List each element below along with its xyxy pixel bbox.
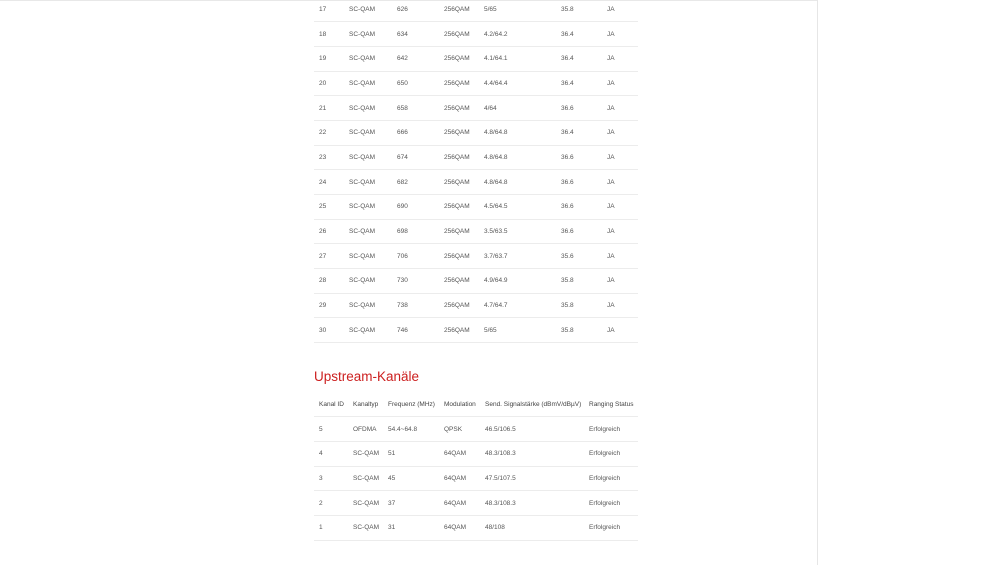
table-row: [314, 417, 638, 442]
cell-locked: JA: [607, 203, 615, 211]
cell-frequenz: 634: [397, 30, 408, 38]
cell-modulation: 256QAM: [444, 5, 470, 13]
upstream-section-heading: Upstream-Kanäle: [314, 369, 420, 384]
cell-signalstaerke: 47.5/107.5: [485, 474, 516, 482]
cell-kanal-id: 17: [319, 5, 327, 13]
cell-frequenz: 51: [388, 450, 396, 458]
cell-kanal-id: 3: [319, 474, 323, 482]
cell-kanaltyp: SC-QAM: [349, 326, 375, 334]
cell-snr: 36.6: [561, 104, 574, 112]
cell-signalstaerke: 48.3/108.3: [485, 450, 516, 458]
cell-modulation: 256QAM: [444, 228, 470, 236]
cell-snr: 35.8: [561, 326, 574, 334]
column-header-frequenz: Frequenz (MHz): [388, 400, 435, 408]
cell-frequenz: 642: [397, 55, 408, 63]
cell-frequenz: 37: [388, 499, 396, 507]
downstream-table: [314, 0, 638, 343]
table-row: [314, 293, 638, 318]
cell-frequenz: 706: [397, 252, 408, 260]
cell-ranging-status: Erfolgreich: [589, 474, 621, 482]
cell-modulation: QPSK: [444, 425, 463, 433]
cell-power: 4.2/64.2: [484, 30, 508, 38]
table-row: [314, 244, 638, 269]
cell-modulation: 256QAM: [444, 153, 470, 161]
cell-kanaltyp: SC-QAM: [349, 55, 375, 63]
table-row: [314, 22, 638, 47]
table-row: [314, 441, 638, 466]
cell-power: 3.7/63.7: [484, 252, 508, 260]
cell-modulation: 64QAM: [444, 450, 467, 458]
cell-ranging-status: Erfolgreich: [589, 425, 621, 433]
cell-kanaltyp: SC-QAM: [349, 153, 375, 161]
table-row: [314, 515, 638, 540]
cell-ranging-status: Erfolgreich: [589, 499, 621, 507]
cell-modulation: 256QAM: [444, 30, 470, 38]
cell-kanaltyp: SC-QAM: [353, 474, 379, 482]
cell-frequenz: 730: [397, 277, 408, 285]
cell-kanal-id: 2: [319, 499, 323, 507]
table-row: [314, 71, 638, 96]
table-row: [314, 145, 638, 170]
table-row: [314, 318, 638, 343]
cell-locked: JA: [607, 5, 615, 13]
cell-modulation: 64QAM: [444, 499, 467, 507]
cell-snr: 35.8: [561, 302, 574, 310]
cell-kanal-id: 30: [319, 326, 327, 334]
cell-frequenz: 54.4~64.8: [388, 425, 418, 433]
cell-modulation: 256QAM: [444, 277, 470, 285]
cell-kanaltyp: SC-QAM: [349, 203, 375, 211]
cell-snr: 35.8: [561, 5, 574, 13]
cell-ranging-status: Erfolgreich: [589, 450, 621, 458]
cell-ranging-status: Erfolgreich: [589, 524, 621, 532]
upstream-header-row: [314, 392, 638, 417]
cell-kanaltyp: SC-QAM: [349, 5, 375, 13]
cell-modulation: 256QAM: [444, 129, 470, 137]
cell-frequenz: 738: [397, 302, 408, 310]
cell-kanal-id: 23: [319, 153, 327, 161]
cell-frequenz: 31: [388, 524, 396, 532]
cell-power: 4.4/64.4: [484, 79, 508, 87]
cell-signalstaerke: 48.3/108.3: [485, 499, 516, 507]
cell-snr: 36.6: [561, 178, 574, 186]
cell-snr: 36.4: [561, 79, 574, 87]
cell-frequenz: 658: [397, 104, 408, 112]
cell-locked: JA: [607, 55, 615, 63]
table-row: [314, 466, 638, 491]
cell-power: 4.7/64.7: [484, 302, 508, 310]
cell-locked: JA: [607, 228, 615, 236]
cell-kanaltyp: SC-QAM: [349, 228, 375, 236]
column-header-signalstaerke: Send. Signalstärke (dBmV/dBµV): [485, 400, 582, 408]
table-row: [314, 219, 638, 244]
table-row: [314, 96, 638, 121]
cell-locked: JA: [607, 79, 615, 87]
cell-locked: JA: [607, 30, 615, 38]
cell-kanaltyp: SC-QAM: [349, 178, 375, 186]
table-row: [314, 170, 638, 195]
cell-kanaltyp: SC-QAM: [349, 252, 375, 260]
cell-power: 4.5/64.5: [484, 203, 508, 211]
cell-power: 3.5/63.5: [484, 228, 508, 236]
cell-frequenz: 674: [397, 153, 408, 161]
cell-modulation: 256QAM: [444, 252, 470, 260]
cell-locked: JA: [607, 104, 615, 112]
table-row: [314, 491, 638, 516]
cell-kanal-id: 19: [319, 55, 327, 63]
cell-power: 4/64: [484, 104, 497, 112]
cell-signalstaerke: 48/108: [485, 524, 505, 532]
column-header-ranging-status: Ranging Status: [589, 400, 634, 408]
cell-kanal-id: 22: [319, 129, 327, 137]
upstream-table: [314, 392, 638, 541]
cell-frequenz: 666: [397, 129, 408, 137]
cell-snr: 36.4: [561, 129, 574, 137]
cell-signalstaerke: 46.5/106.5: [485, 425, 516, 433]
cell-kanal-id: 27: [319, 252, 327, 260]
cell-snr: 36.4: [561, 55, 574, 63]
cell-locked: JA: [607, 153, 615, 161]
cell-modulation: 256QAM: [444, 203, 470, 211]
cell-frequenz: 698: [397, 228, 408, 236]
cell-kanal-id: 21: [319, 104, 327, 112]
table-row: [314, 120, 638, 145]
cell-power: 5/65: [484, 5, 497, 13]
cell-kanaltyp: SC-QAM: [353, 499, 379, 507]
cell-power: 4.8/64.8: [484, 178, 508, 186]
cell-kanal-id: 4: [319, 450, 323, 458]
cell-kanal-id: 24: [319, 178, 327, 186]
cell-kanaltyp: SC-QAM: [353, 524, 379, 532]
cell-modulation: 256QAM: [444, 79, 470, 87]
table-row: [314, 195, 638, 220]
cell-kanaltyp: SC-QAM: [349, 79, 375, 87]
cell-snr: 36.6: [561, 228, 574, 236]
cell-frequenz: 650: [397, 79, 408, 87]
cell-locked: JA: [607, 129, 615, 137]
cell-modulation: 256QAM: [444, 326, 470, 334]
cell-power: 4.1/64.1: [484, 55, 508, 63]
cell-frequenz: 45: [388, 474, 396, 482]
cell-kanal-id: 20: [319, 79, 327, 87]
cell-kanaltyp: SC-QAM: [349, 104, 375, 112]
cell-kanaltyp: SC-QAM: [353, 450, 379, 458]
cell-power: 5/65: [484, 326, 497, 334]
cell-kanaltyp: OFDMA: [353, 425, 377, 433]
downstream-table-body: [314, 0, 638, 343]
cell-kanal-id: 26: [319, 228, 327, 236]
cell-modulation: 256QAM: [444, 178, 470, 186]
cell-modulation: 64QAM: [444, 474, 467, 482]
cell-frequenz: 746: [397, 326, 408, 334]
cell-kanaltyp: SC-QAM: [349, 129, 375, 137]
cell-modulation: 64QAM: [444, 524, 467, 532]
cell-kanaltyp: SC-QAM: [349, 302, 375, 310]
cell-locked: JA: [607, 302, 615, 310]
cell-kanal-id: 1: [319, 524, 323, 532]
cell-power: 4.9/64.9: [484, 277, 508, 285]
column-header-kanal-id: Kanal ID: [319, 400, 344, 408]
cell-power: 4.8/64.8: [484, 129, 508, 137]
table-row: [314, 0, 638, 22]
upstream-table-body: [314, 417, 638, 540]
cell-snr: 36.6: [561, 153, 574, 161]
cell-modulation: 256QAM: [444, 55, 470, 63]
cell-kanal-id: 25: [319, 203, 327, 211]
cell-locked: JA: [607, 178, 615, 186]
cell-kanal-id: 29: [319, 302, 327, 310]
cell-snr: 35.6: [561, 252, 574, 260]
table-row: [314, 269, 638, 294]
cell-snr: 35.8: [561, 277, 574, 285]
cell-kanal-id: 18: [319, 30, 327, 38]
table-row: [314, 46, 638, 71]
right-blank-area: [818, 0, 999, 565]
cell-locked: JA: [607, 326, 615, 334]
cell-locked: JA: [607, 252, 615, 260]
cell-kanaltyp: SC-QAM: [349, 30, 375, 38]
cell-modulation: 256QAM: [444, 302, 470, 310]
column-header-modulation: Modulation: [444, 400, 476, 408]
cell-frequenz: 626: [397, 5, 408, 13]
cell-kanaltyp: SC-QAM: [349, 277, 375, 285]
cell-kanal-id: 28: [319, 277, 327, 285]
cell-locked: JA: [607, 277, 615, 285]
cell-frequenz: 682: [397, 178, 408, 186]
cell-modulation: 256QAM: [444, 104, 470, 112]
column-header-kanaltyp: Kanaltyp: [353, 400, 379, 408]
cell-kanal-id: 5: [319, 425, 323, 433]
cell-power: 4.8/64.8: [484, 153, 508, 161]
cell-frequenz: 690: [397, 203, 408, 211]
cell-snr: 36.4: [561, 30, 574, 38]
cell-snr: 36.6: [561, 203, 574, 211]
